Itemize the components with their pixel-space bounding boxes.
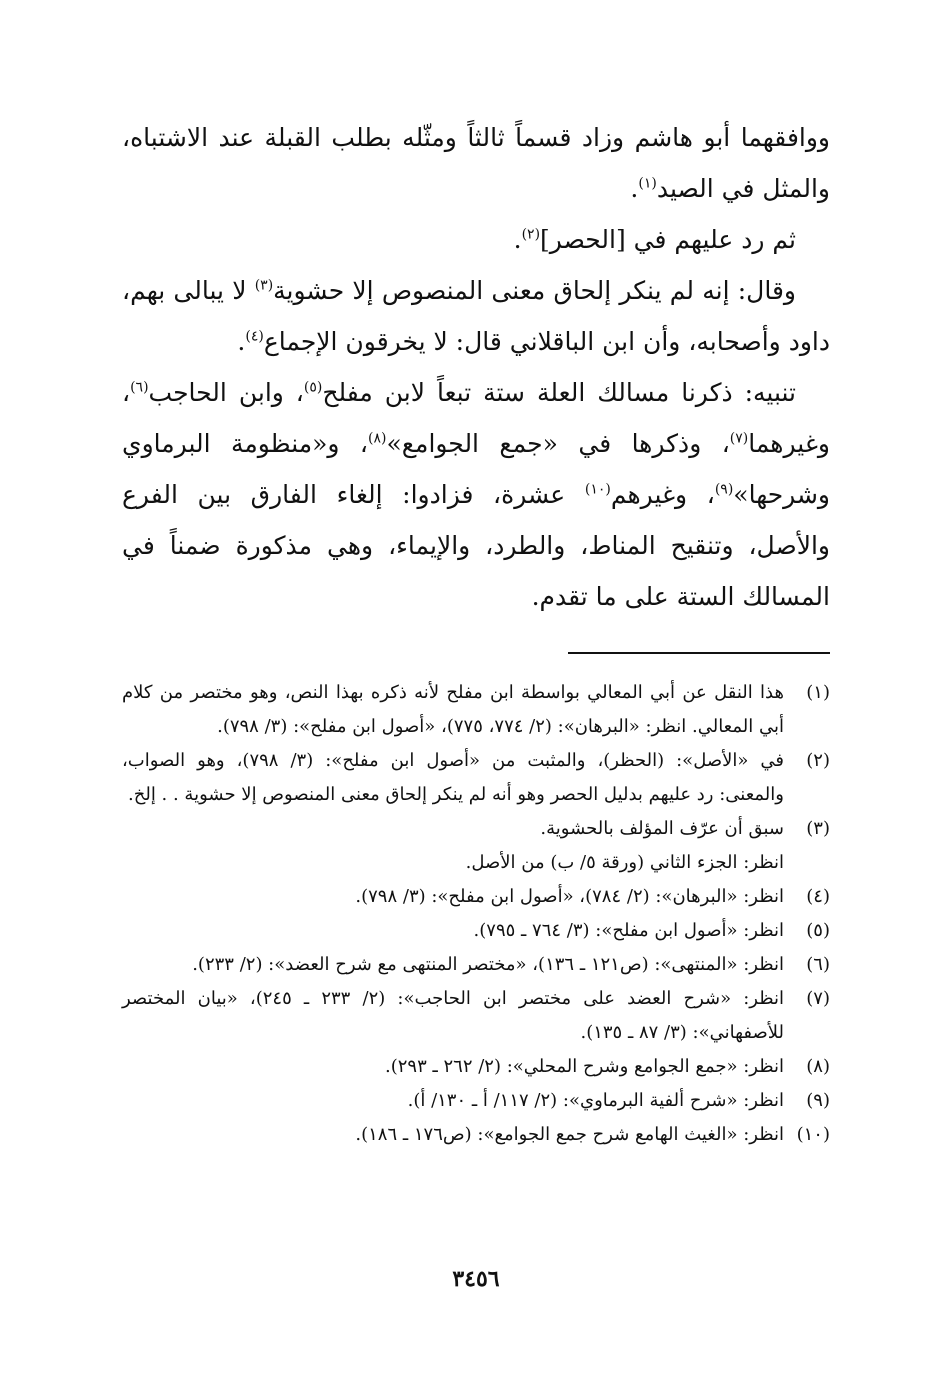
footnote-3	[122, 812, 830, 846]
paragraph-3-end: .	[237, 327, 246, 356]
footnote-ref-6: (٦)	[130, 379, 149, 396]
footnote-number: (٨)	[806, 1056, 830, 1077]
footnote-number: (٤)	[806, 886, 830, 907]
footnote-1	[122, 676, 830, 744]
footnote-ref-5: (٥)	[303, 379, 323, 396]
footnote-number: (١٠)	[796, 1124, 830, 1145]
paragraph-4-text-d: ، وذكرها في «جمع الجوامع»	[386, 429, 730, 458]
footnote-separator	[568, 652, 830, 654]
page-number: ٣٤٥٦	[452, 1266, 500, 1292]
footnote-ref-7: (٧)	[729, 430, 749, 447]
footnote-ref-4: (٤)	[245, 328, 264, 345]
footnote-4	[122, 880, 830, 914]
footnote-text: سبق أن عرّف المؤلف بالحشوية.	[540, 818, 784, 839]
footnote-number: (٩)	[806, 1090, 830, 1111]
paragraph-3	[122, 265, 830, 367]
paragraph-4-text-a: تنبيه: ذكرنا مسالك العلة ستة تبعاً لابن مفلح	[322, 378, 796, 407]
footnote-7	[122, 982, 830, 1050]
footnote-text: هذا النقل عن أبي المعالي بواسطة ابن مفلح لأنه ذكره بهذا النص، وهو مختصر من كلام أبي المعالي. انظر: «البرهان»: (٢/ ٧٧٤، ٧٧٥)، «أصول ابن مفلح»: (٣/ ٧٩٨).	[122, 682, 784, 737]
paragraph-1-text: ووافقهما أبو هاشم وزاد قسماً ثالثاً ومثّله بطلب القبلة عند الاشتباه، والمثل في الصيد	[122, 123, 830, 203]
footnote-number: (١)	[806, 682, 830, 703]
footnote-number: (٢)	[806, 750, 830, 771]
footnote-9	[122, 1084, 830, 1118]
footnote-8	[122, 1050, 830, 1084]
paragraph-4-text-c: ، وغيرهما	[122, 378, 830, 458]
paragraph-4	[122, 367, 830, 622]
footnote-10	[122, 1118, 830, 1152]
footnote-text: انظر: «أصول ابن مفلح»: (٣/ ٧٦٤ ـ ٧٩٥).	[473, 920, 784, 941]
paragraph-4-text-b: ، وابن الحاجب	[148, 378, 304, 407]
footnote-ref-9: (٩)	[714, 481, 734, 498]
footnote-number: (٧)	[806, 988, 830, 1009]
footnote-text: انظر: «الغيث الهامع شرح جمع الجوامع»: (ص١٧٦ ـ ١٨٦).	[355, 1124, 784, 1145]
paragraph-3-text-b: لا يبالى بهم، داود وأصحابه، وأن ابن الباقلاني قال: لا يخرقون الإجماع	[122, 276, 830, 356]
footnote-number: (٥)	[806, 920, 830, 941]
paragraph-1	[122, 112, 830, 214]
paragraph-2-text: ثم رد عليهم في [الحصر]	[540, 225, 796, 254]
footnote-2	[122, 744, 830, 812]
paragraph-1-end: .	[630, 174, 639, 203]
footnote-text: في «الأصل»: (الحظر)، والمثبت من «أصول ابن مفلح»: (٣/ ٧٩٨)، وهو الصواب، والمعنى: رد عليهم بدليل الحصر وهو أنه لم ينكر إلحاق معنى المنصوص إلا حشوية . . إلخ.	[122, 750, 784, 805]
footnote-ref-8: (٨)	[367, 430, 387, 447]
footnote-text: انظر: «شرح العضد على مختصر ابن الحاجب»: (٢/ ٢٣٣ ـ ٢٤٥)، «بيان المختصر للأصفهاني»: (٣/ ٨٧ ـ ١٣٥).	[122, 988, 785, 1043]
footnote-number: (٦)	[806, 954, 830, 975]
footnote-ref-10: (١٠)	[584, 481, 611, 498]
footnote-text: انظر: «المنتهى»: (ص١٢١ ـ ١٣٦)، «مختصر المنتهى مع شرح العضد»: (٢/ ٢٣٣).	[192, 954, 784, 975]
footnote-text: انظر: «البرهان»: (٢/ ٧٨٤)، «أصول ابن مفلح»: (٣/ ٧٩٨).	[355, 886, 784, 907]
paragraph-4-text-e: ، و«منظومة البرماوي وشرحها»	[122, 429, 830, 509]
paragraph-2-end: .	[513, 225, 522, 254]
footnote-ref-2: (٢)	[521, 226, 541, 243]
footnote-ref-1: (١)	[638, 175, 657, 192]
footnote-number: (٣)	[806, 818, 830, 839]
footnote-text: انظر: «جمع الجوامع وشرح المحلي»: (٢/ ٢٦٢ ـ ٢٩٣).	[385, 1056, 784, 1077]
paragraph-4-text-f: ، وغيرهم	[610, 480, 715, 509]
footnote-3-continuation: انظر: الجزء الثاني (ورقة ٥/ ب) من الأصل.	[465, 852, 784, 873]
main-text	[122, 112, 830, 622]
footnote-5	[122, 914, 830, 948]
paragraph-3-text-a: وقال: إنه لم ينكر إلحاق معنى المنصوص إلا حشوية	[273, 276, 796, 305]
footnote-ref-3: (٣)	[254, 277, 274, 294]
footnote-text: انظر: «شرح ألفية البرماوي»: (٢/ ١١٧/ أ ـ ١٣٠/ أ).	[407, 1090, 784, 1111]
footnotes-list	[122, 676, 830, 1152]
paragraph-4-text-g: عشرة، فزادوا: إلغاء الفارق بين الفرع والأصل، وتنقيح المناط، والطرد، والإيماء، وهي مذكورة ضمناً في المسالك الستة على ما تقدم.	[122, 480, 830, 611]
paragraph-2	[122, 214, 830, 265]
footnote-6	[122, 948, 830, 982]
